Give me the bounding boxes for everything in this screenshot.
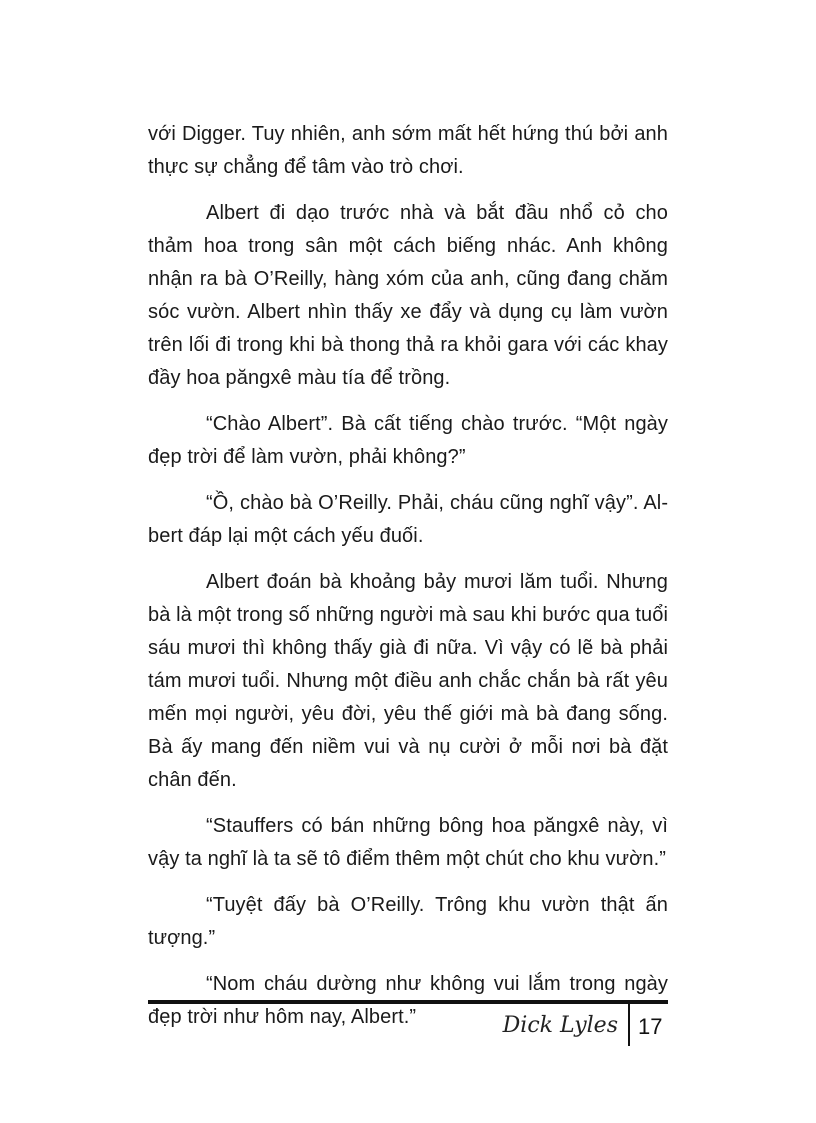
paragraph-4: “Ồ, chào bà O’Reilly. Phải, cháu cũng nghĩ vậy”. Albert đáp lại một cách yếu đuối. xyxy=(148,492,668,547)
footer-divider xyxy=(628,1004,630,1046)
paragraph-3: “Chào Albert”. Bà cất tiếng chào trước. “Một ngày đẹp trời để làm vườn, phải không?” xyxy=(148,413,668,468)
paragraph-2: Albert đi dạo trước nhà và bắt đầu nhổ cỏ cho thảm hoa trong sân một cách biếng nhác. Anh không nhận ra bà O’Reilly, hàng xóm của anh, cũng đang chăm sóc vườn. Albert nhìn thấy xe đẩy và dụng cụ làm vườn trên lối đi trong khi bà thong thả ra khỏi gara với các khay đầy hoa păngxê màu tía để trồng. xyxy=(148,202,668,389)
footer-author: Dick Lyles xyxy=(502,1013,618,1038)
paragraph-5: Albert đoán bà khoảng bảy mươi lăm tuổi. Nhưng bà là một trong số những người mà sau khi bước qua tuổi sáu mươi thì không thấy già đi nữa. Vì vậy có lẽ bà phải tám mươi tuổi. Nhưng một điều anh chắc chắn bà rất yêu mến mọi người, yêu đời, yêu thế giới mà bà đang sống. Bà ấy mang đến niềm vui và nụ cười ở mỗi nơi bà đặt chân đến. xyxy=(148,571,668,791)
page-body xyxy=(148,118,668,1047)
page-number: 17 xyxy=(638,1014,663,1039)
paragraph-6: “Stauffers có bán những bông hoa păngxê này, vì vậy ta nghĩ là ta sẽ tô điểm thêm một chút cho khu vườn.” xyxy=(148,815,668,870)
paragraph-8: “Nom cháu dường như không vui lắm trong ngày đẹp trời như hôm nay, Albert.” xyxy=(148,973,668,1028)
footer-rule xyxy=(148,1000,668,1004)
paragraph-1: với Digger. Tuy nhiên, anh sớm mất hết hứng thú bởi anh thực sự chẳng để tâm vào trò chơi. xyxy=(148,123,668,178)
paragraph-7: “Tuyệt đấy bà O’Reilly. Trông khu vườn thật ấn tượng.” xyxy=(148,894,668,949)
